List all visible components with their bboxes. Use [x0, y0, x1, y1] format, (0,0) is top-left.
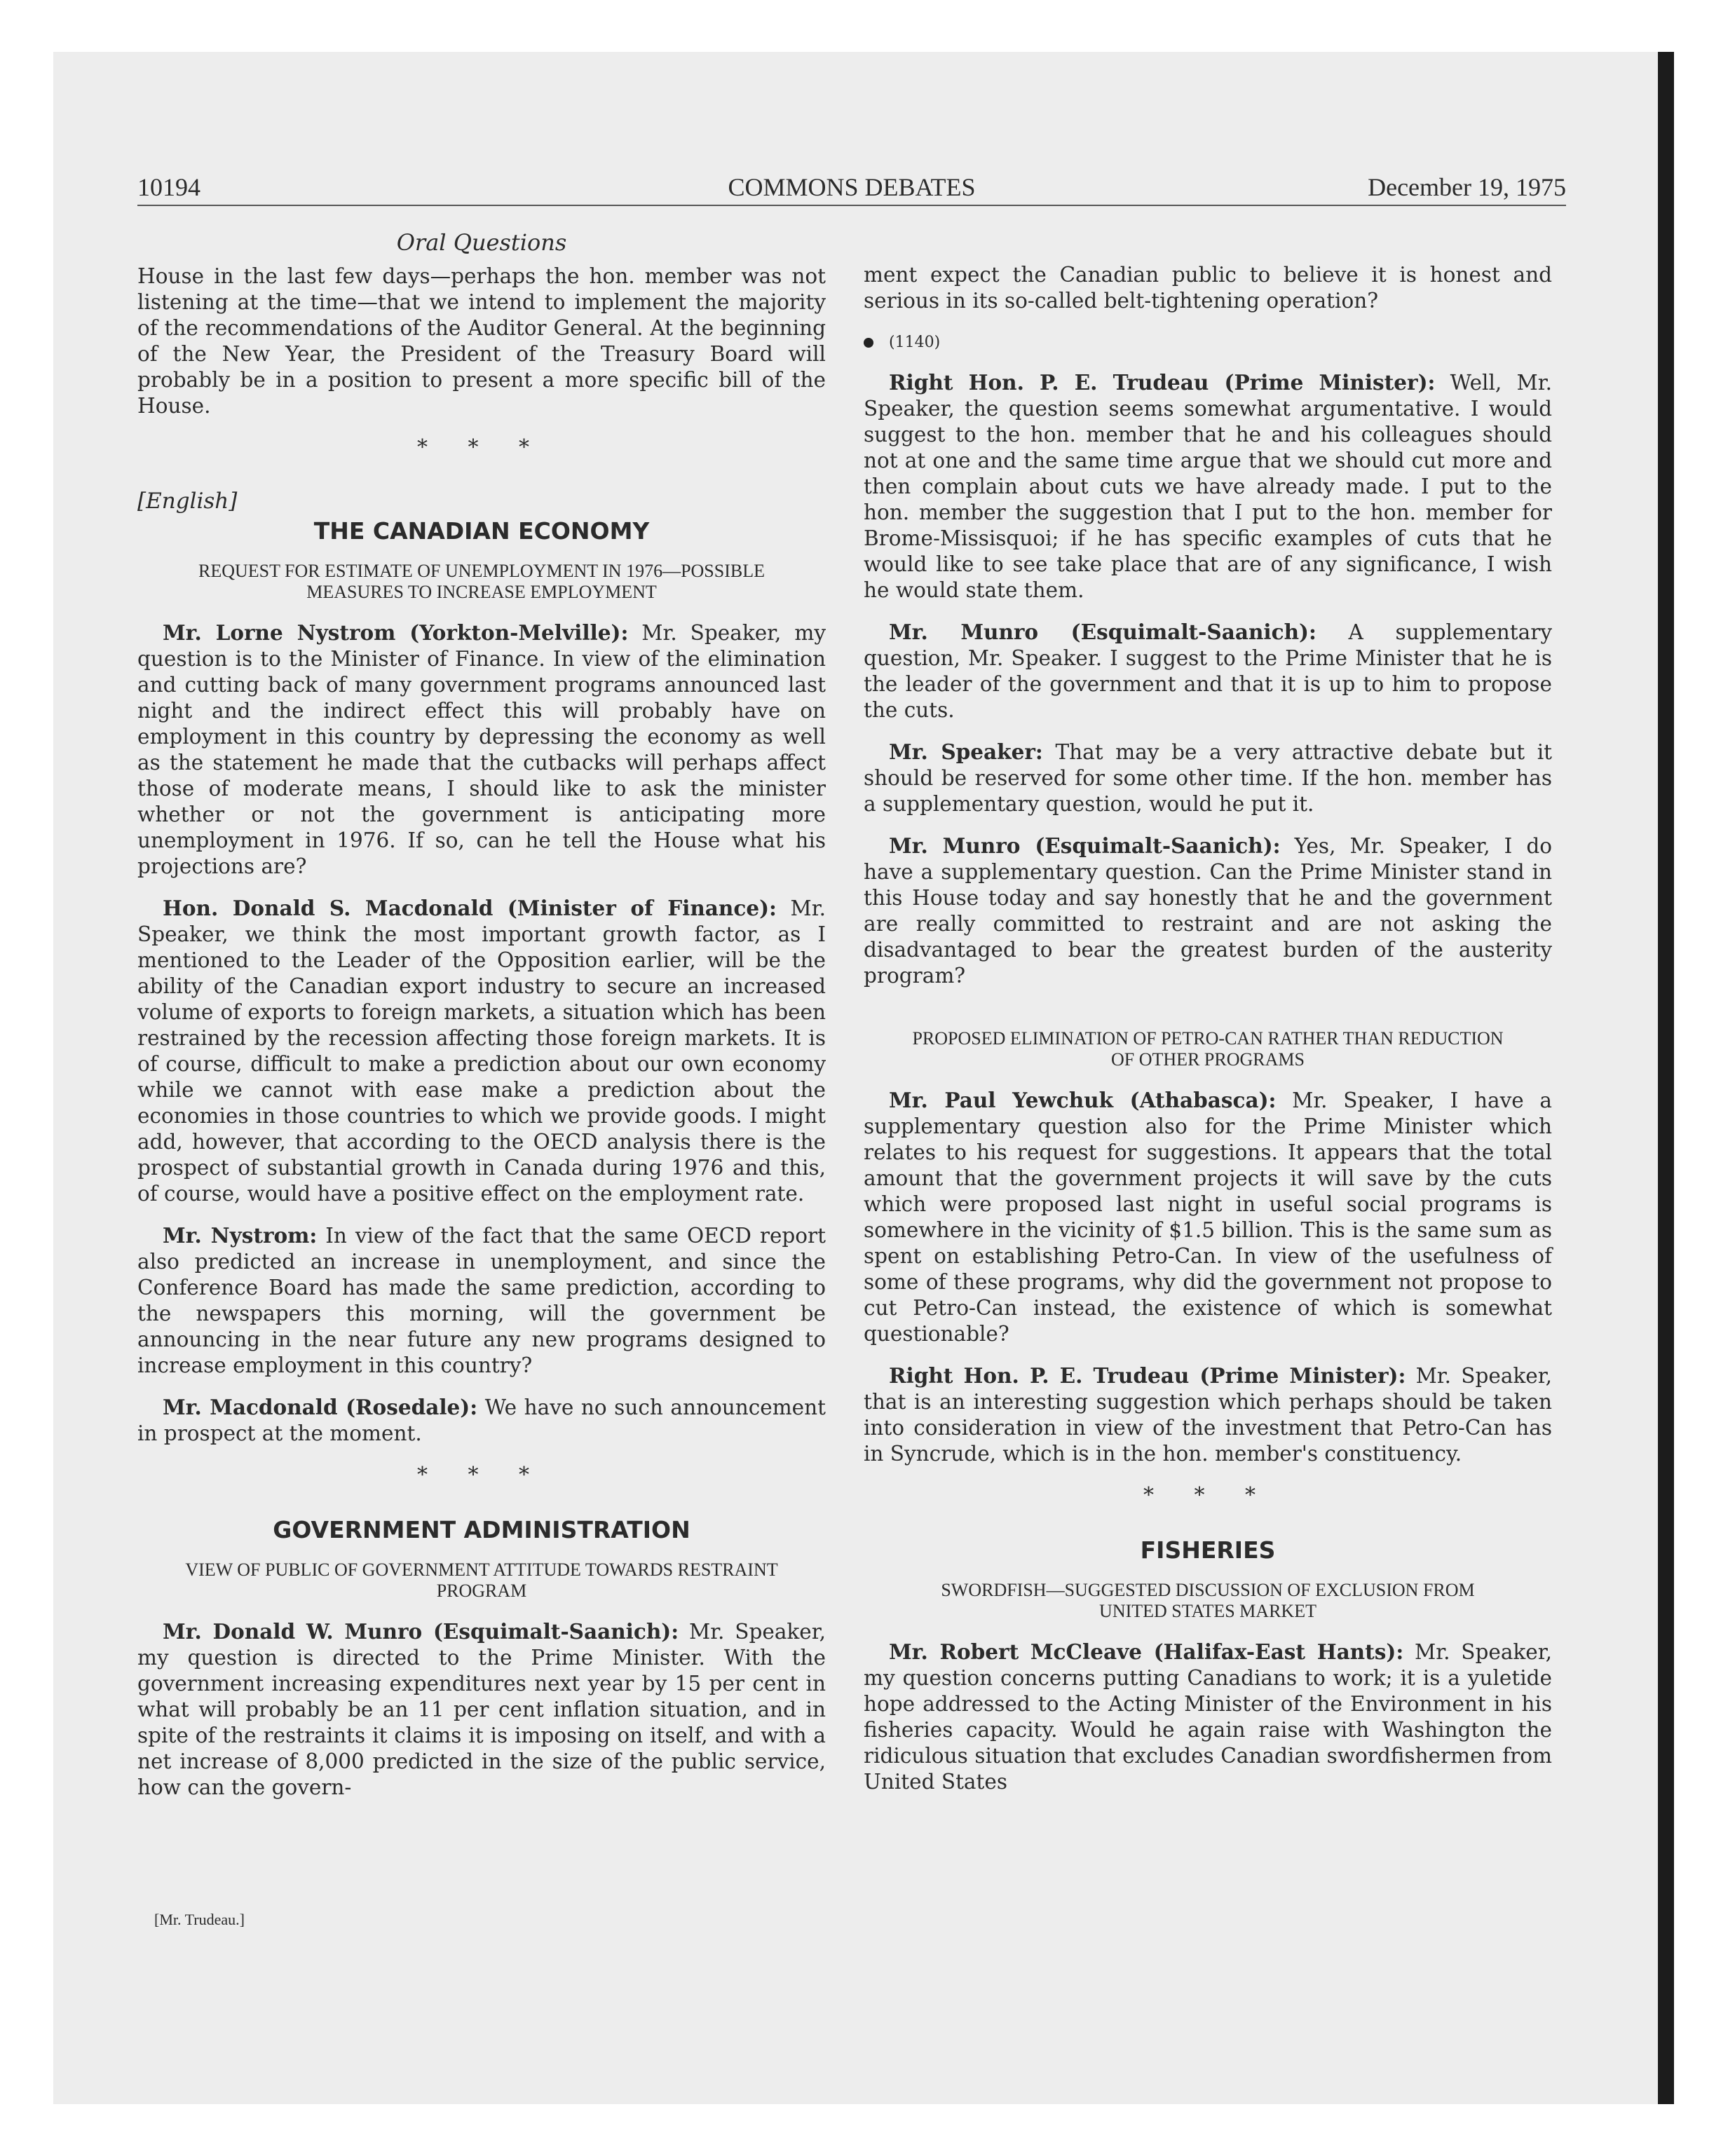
section-heading: GOVERNMENT ADMINISTRATION [273, 1516, 690, 1543]
speaker-name: Mr. Donald W. Munro (Esquimalt-Saanich): [163, 1619, 679, 1644]
language-note: [English] [137, 489, 238, 514]
scan-edge-shadow [1658, 52, 1674, 2104]
speaker-name: Mr. Munro (Esquimalt-Saanich): [889, 833, 1281, 858]
speaker-name: Mr. Munro (Esquimalt-Saanich): [889, 620, 1316, 644]
section-separator: * * * [416, 435, 547, 460]
paragraph [864, 1363, 1552, 1467]
publication-date: December 19, 1975 [1368, 173, 1566, 201]
speech-text: Mr. Speaker, my question concerns putting Canadians to work; it is a yuletide hope addressed to the Acting Minister of the Environment in his fisheries capacity. Would he again raise with Washington the ridiculous situation that excludes Canadian swordfishermen from United States [864, 1640, 1552, 1794]
speaker-name: Mr. Speaker: [889, 739, 1043, 764]
subheading: SWORDFISH—SUGGESTED DISCUSSION OF EXCLUSION FROM UNITED STATES MARKET [941, 1580, 1475, 1621]
paragraph: ment expect the Canadian public to believe it is honest and serious in its so-called belt-tightening operation? [864, 263, 1552, 313]
left-column [137, 228, 826, 1816]
paragraph [864, 369, 1552, 603]
paragraph: House in the last few days—perhaps the hon. member was not listening at the time—that we intend to implement the majority of the recommendations of the Auditor General. At the beginning of the New Year, the President of the Treasury Board will probably be in a position to present a more specific bill of the House. [137, 264, 826, 418]
publication-title: COMMONS DEBATES [728, 173, 976, 201]
speech-text: Well, Mr. Speaker, the question seems somewhat argumentative. I would suggest to the hon. member that he and his colleagues should not at one and the same time argue that we should cut more and then complain about cuts we have already made. I put to the hon. member the suggestion that I put to the hon. member for Brome-Missisquoi; if he has specific examples of cuts that he would like to see take place that are of any significance, I wish he would state them. [864, 371, 1552, 602]
paragraph [864, 1639, 1552, 1795]
right-column [864, 262, 1552, 1810]
speech-text: In view of the fact that the same OECD report also predicted an increase in unemployment, and since the Conference Board has made the same prediction, according to the newspapers this morning, will the government be announcing in the near future any new programs designed to increase employment in this country? [137, 1224, 826, 1377]
section-heading: THE CANADIAN ECONOMY [313, 517, 650, 545]
speaker-name: Mr. Lorne Nystrom (Yorkton-Melville): [163, 620, 629, 645]
section-separator: * * * [1143, 1483, 1273, 1508]
time-marker-text: (1140) [889, 334, 941, 351]
speech-text: That may be a very attractive debate but it should be reserved for some other time. If the hon. member has a supplementary question, would he put it. [864, 740, 1553, 816]
speech-text: Yes, Mr. Speaker, I do have a supplementary question. Can the Prime Minister stand in this House today and say honestly that he and the government are really committed to restraint and are not asking the disadvantaged to bear the greatest burden of the austerity program? [864, 834, 1552, 988]
paragraph [137, 1618, 826, 1801]
paragraph [137, 895, 826, 1207]
speech-text: Mr. Speaker, my question is to the Minister of Finance. In view of the elimination and cutting back of many government programs announced last night and the indirect effect this will probably have on employment in this country by depressing the economy as well as the statement he made that the cutbacks will perhaps affect those of moderate means, I should like to ask the minister whether or not the government is anticipating more unemployment in 1976. If so, can he tell the House what his projections are? [137, 621, 826, 878]
page-footnote: [Mr. Trudeau.] [154, 1911, 245, 1928]
speaker-name: Right Hon. P. E. Trudeau (Prime Minister): [889, 1363, 1406, 1388]
speech-text: Mr. Speaker, I have a supplementary question also for the Prime Minister which relates to his request for suggestions. It appears that the total amount that the government projects it will save by the cuts which were proposed last night in useful social programs is somewhere in the vicinity of $1.5 billion. This is the same sum as spent on establishing Petro-Can. In view of the usefulness of some of these programs, why did the government not propose to cut Petro-Can instead, the existence of which is somewhat questionable? [864, 1089, 1552, 1346]
subheading: VIEW OF PUBLIC OF GOVERNMENT ATTITUDE TOWARDS RESTRAINT PROGRAM [185, 1560, 778, 1601]
speaker-name: Mr. Nystrom: [163, 1223, 318, 1248]
speaker-name: Mr. Robert McCleave (Halifax-East Hants): [889, 1639, 1404, 1664]
paragraph [864, 833, 1552, 989]
speaker-name: Right Hon. P. E. Trudeau (Prime Minister): [889, 370, 1436, 395]
speaker-name: Mr. Macdonald (Rosedale): [163, 1395, 478, 1419]
section-heading: FISHERIES [1140, 1536, 1276, 1564]
speech-text: Mr. Speaker, we think the most important growth factor, as I mentioned to the Leader of the Opposition earlier, will be the ability of the Canadian export industry to secure an increased volume of exports to foreign markets, a situation which has been restrained by the recession affecting those foreign markets. It is of course, difficult to make a prediction about our own economy while we cannot with ease make a prediction about the economies in those countries to which we provide goods. I might add, however, that according to the OECD analysis there is the prospect of substantial growth in Canada during 1976 and this, of course, would have a positive effect on the employment rate. [137, 896, 826, 1206]
speech-text: We have no such announcement in prospect at the moment. [137, 1396, 826, 1445]
speaker-name: Mr. Paul Yewchuk (Athabasca): [889, 1088, 1277, 1112]
page-number: 10194 [137, 173, 200, 201]
subheading: REQUEST FOR ESTIMATE OF UNEMPLOYMENT IN 1976—POSSIBLE MEASURES TO INCREASE EMPLOYMENT [198, 561, 765, 602]
speech-text: A supplementary question, Mr. Speaker. I suggest to the Prime Minister that he is the leader of the government and that it is up to him to propose the cuts. [864, 620, 1552, 722]
paragraph [864, 619, 1552, 723]
speaker-name: Hon. Donald S. Macdonald (Minister of Finance): [163, 896, 777, 920]
time-marker [864, 329, 1552, 355]
bullet-icon [864, 338, 873, 348]
page-header [137, 172, 1566, 206]
paragraph [137, 1222, 826, 1379]
running-title: Oral Questions [396, 229, 567, 256]
speech-text: Mr. Speaker, that is an interesting suggestion which perhaps should be taken into consideration in view of the investment that Petro-Can has in Syncrude, which is in the hon. member's constituency. [864, 1364, 1552, 1466]
paragraph [137, 1394, 826, 1447]
paragraph [864, 1087, 1552, 1347]
section-separator: * * * [416, 1463, 547, 1487]
paragraph [864, 739, 1552, 817]
subheading: PROPOSED ELIMINATION OF PETRO-CAN RATHER THAN REDUCTION OF OTHER PROGRAMS [912, 1028, 1504, 1070]
paragraph [137, 620, 826, 880]
speech-text: Mr. Speaker, my question is directed to the Prime Minister. With the government increasing expenditures next year by 15 per cent in what will probably be an 11 per cent inflation situation, and in spite of the restraints it claims it is imposing on itself, and with a net increase of 8,000 predicted in the size of the public service, how can the govern- [137, 1620, 826, 1799]
